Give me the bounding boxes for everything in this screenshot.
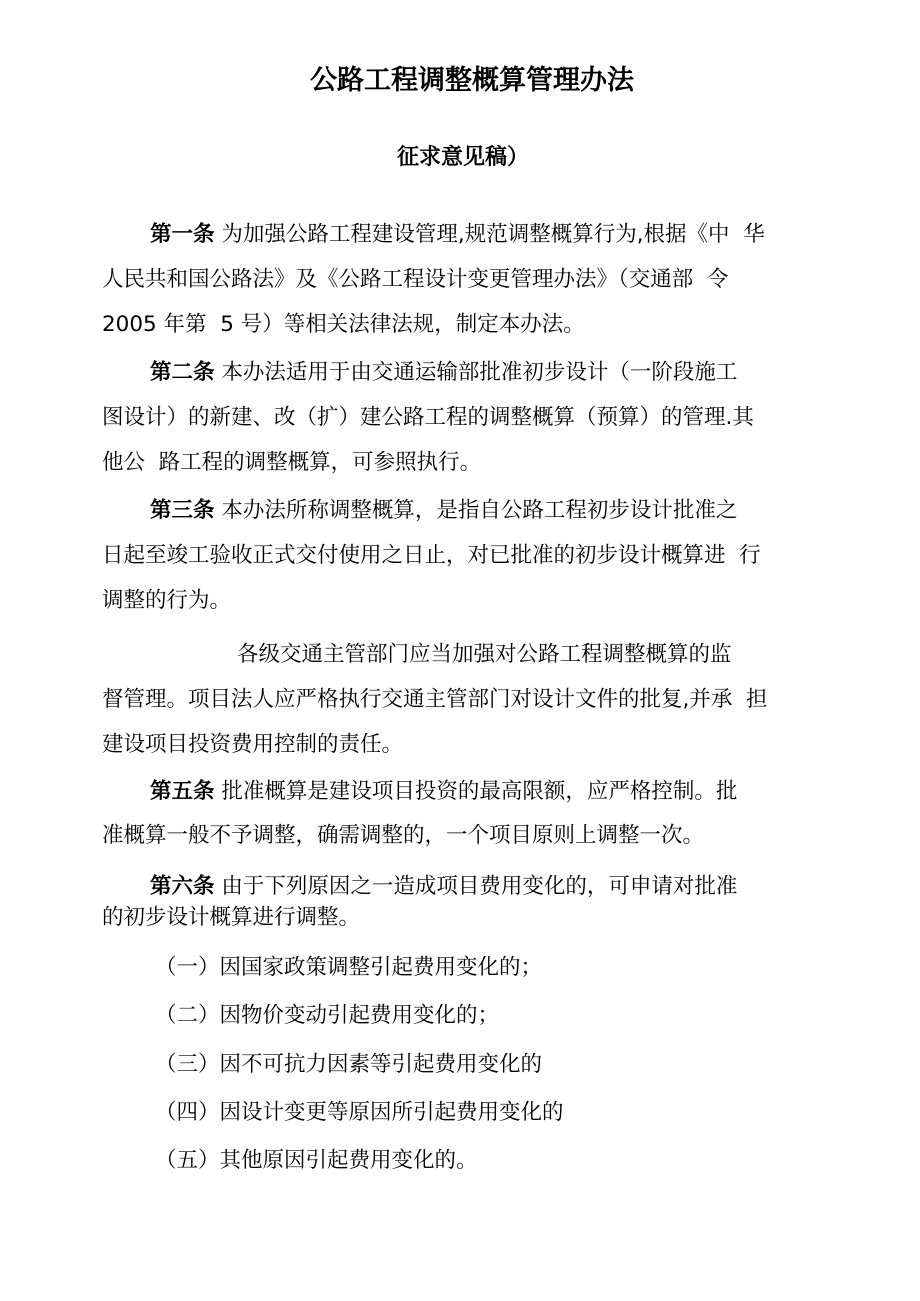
article-6-line-1: 第六条 由于下列原因之一造成项目费用变化的，可申请对批准 bbox=[150, 874, 738, 899]
list-item-1: （一）因国家政策调整引起费用变化的； bbox=[155, 955, 543, 980]
article-4-line-2: 督管理。项目法人应严格执行交通主管部门对设计文件的批复,并承 担 bbox=[102, 687, 768, 712]
article-2-line-1: 第二条 本办法适用于由交通运输部批准初步设计（一阶段施工 bbox=[150, 360, 738, 385]
document-subtitle: 征求意见稿） bbox=[397, 145, 530, 170]
article-1-line-3: 2005 年第 5 号）等相关法律法规，制定本办法。 bbox=[102, 312, 585, 337]
article-3-line-2: 日起至竣工验收正式交付使用之日止，对已批准的初步设计概算进 行 bbox=[102, 543, 761, 568]
document-title: 公路工程调整概算管理办法 bbox=[310, 65, 634, 96]
article-6-line-2: 的初步设计概算进行调整。 bbox=[102, 905, 361, 930]
article-1-line-2: 人民共和国公路法》及《公路工程设计变更管理办法》（交通部 令 bbox=[102, 267, 729, 292]
list-item-2: （二）因物价变动引起费用变化的； bbox=[155, 1003, 500, 1028]
list-item-4: （四）因设计变更等原因所引起费用变化的 bbox=[155, 1100, 564, 1125]
article-2-line-2: 图设计）的新建、改（扩）建公路工程的调整概算（预算）的管理.其 bbox=[102, 405, 754, 430]
article-1-line-1: 第一条 为加强公路工程建设管理,规范调整概算行为,根据《中 华 bbox=[150, 222, 765, 247]
article-5-line-1: 第五条 批准概算是建设项目投资的最高限额，应严格控制。批 bbox=[150, 779, 738, 804]
list-item-3: （三）因不可抗力因素等引起费用变化的 bbox=[155, 1052, 543, 1077]
list-item-5: （五）其他原因引起费用变化的。 bbox=[155, 1148, 478, 1173]
article-3-line-3: 调整的行为。 bbox=[102, 588, 232, 613]
article-4-line-1: 各级交通主管部门应当加强对公路工程调整概算的监 bbox=[237, 642, 732, 667]
article-4-line-3: 建设项目投资费用控制的责任。 bbox=[102, 732, 404, 757]
article-3-line-1: 第三条 本办法所称调整概算，是指自公路工程初步设计批准之 bbox=[150, 498, 738, 523]
article-5-line-2: 准概算一般不予调整，确需调整的，一个项目原则上调整一次。 bbox=[102, 823, 705, 848]
article-2-line-3: 他公 路工程的调整概算，可参照执行。 bbox=[102, 450, 482, 475]
